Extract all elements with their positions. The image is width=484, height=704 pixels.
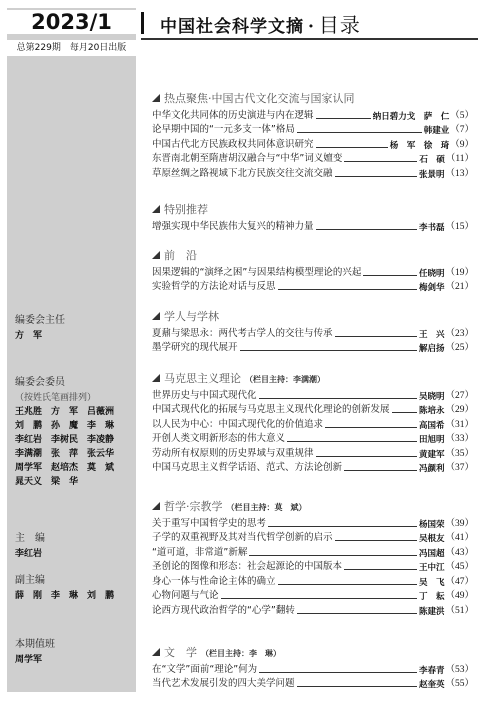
toc-entry[interactable] — [152, 402, 474, 417]
toc-entry[interactable] — [152, 218, 474, 233]
committee-member-row: 李红岩 李树民 李凌静 — [15, 434, 115, 444]
committee-note: （按姓氏笔画排列） — [15, 392, 97, 402]
section-heading — [152, 91, 474, 107]
article-page: （13） — [445, 168, 474, 179]
article-page: （31） — [445, 419, 474, 430]
article-title: 当代艺术发展引发的四大美学问题 — [152, 678, 295, 689]
article-page: （41） — [445, 533, 474, 543]
article-author: 陈培永 — [418, 405, 445, 415]
toc-entry[interactable] — [152, 165, 474, 180]
page-title — [160, 9, 361, 38]
leader-line — [344, 470, 417, 471]
article-author: 吴根友 — [418, 533, 445, 543]
article-title: 中华文化共同体的历史演进与内在逻辑 — [152, 109, 314, 121]
leader-line — [297, 132, 422, 133]
leader-line — [297, 686, 417, 687]
article-title: 因果逻辑的“演绎之困”与因果结构模型理论的兴起 — [152, 266, 362, 278]
section-title: 学人与学林 — [164, 310, 219, 323]
article-author: 杨国荣 — [418, 518, 445, 529]
section-philosophy-religion — [152, 499, 474, 617]
committee-member-row: 李满潮 张 萍 张云华 — [15, 448, 115, 458]
article-title: 圣创论的图像和形态：社会起源论的中国版本 — [152, 561, 343, 572]
toc-entry[interactable] — [152, 559, 474, 574]
article-author: 梅剑华 — [418, 282, 445, 292]
article-page: （25） — [445, 343, 474, 353]
leader-line — [240, 350, 417, 351]
toc-entry[interactable] — [152, 325, 474, 340]
toc-entry[interactable] — [152, 136, 474, 151]
issue-info: 总第229期 每月20日出版 — [7, 40, 136, 56]
leader-line — [316, 147, 388, 148]
article-author: 解启扬 — [418, 343, 445, 353]
section-heading — [152, 248, 474, 264]
article-author: 韩建业 — [423, 125, 450, 135]
toc-label: 目录 — [318, 13, 361, 37]
triangle-marker-icon — [152, 94, 160, 102]
section-title: 马克思主义理论 — [164, 372, 241, 385]
article-author: 杨 军 徐 琦 — [389, 139, 450, 150]
article-author: 冯国超 — [418, 547, 445, 558]
section-title: 热点聚焦·中国古代文化交流与国家认同 — [164, 92, 355, 105]
article-page: （21） — [445, 282, 474, 292]
article-page: （19） — [445, 267, 474, 278]
article-author: 李春青 — [418, 664, 445, 675]
article-title: 墨学研究的现代展开 — [152, 342, 238, 353]
article-page: （45） — [445, 562, 474, 572]
article-page: （5） — [450, 110, 474, 121]
article-page: （9） — [450, 139, 474, 150]
article-author: 张景明 — [418, 168, 445, 179]
leader-line — [392, 412, 417, 413]
article-title: 子学的双重视野及其对当代哲学创新的启示 — [152, 532, 333, 543]
article-page: （47） — [445, 576, 474, 587]
article-author: 赵奎英 — [418, 679, 445, 689]
magazine-name: 中国社会科学文摘 — [160, 17, 304, 37]
article-title: 中国古代北方民族政权共同体意识研究 — [152, 138, 314, 150]
article-page: （53） — [445, 664, 474, 675]
article-page: （33） — [445, 434, 474, 444]
triangle-marker-icon — [152, 312, 160, 320]
leader-line — [259, 398, 417, 399]
section-host: （栏目主持：莫 斌） — [226, 503, 307, 512]
section-title: 特别推荐 — [164, 203, 208, 216]
article-title: 以人民为中心：中国式现代化的价值追求 — [152, 418, 324, 430]
article-page: （49） — [445, 591, 474, 601]
leader-line — [335, 336, 417, 337]
article-author: 纳日碧力戈 萨 仁 — [372, 110, 450, 121]
leader-line — [278, 584, 417, 585]
article-page: （11） — [445, 154, 474, 164]
triangle-marker-icon — [152, 648, 160, 656]
leader-line — [221, 598, 417, 599]
toc-entry[interactable] — [152, 151, 474, 166]
masthead-sidebar — [7, 8, 136, 692]
chief-editor-block — [15, 532, 133, 560]
article-title: 心物问题与气论 — [152, 590, 219, 601]
article-title: 夏鼐与梁思永：两代考古学人的交往与传承 — [152, 327, 333, 339]
triangle-marker-icon — [152, 205, 160, 213]
leader-line — [316, 229, 417, 230]
article-author: 高国希 — [418, 419, 445, 430]
article-title: 劳动所有权原则的历史界域与双重规律 — [152, 447, 314, 459]
toc-entry[interactable] — [152, 573, 474, 588]
toc-entry[interactable] — [152, 107, 474, 122]
section-title: 前 沿 — [164, 249, 197, 262]
on-duty-title: 本期值班 — [15, 639, 55, 650]
article-page: （55） — [445, 679, 474, 689]
toc-entry[interactable] — [152, 588, 474, 603]
toc-entry[interactable] — [152, 544, 474, 559]
issue-year: 2023/1 — [7, 10, 136, 34]
chief-editor-name: 李红岩 — [15, 548, 43, 558]
section-title: 文 学 — [164, 646, 197, 659]
header-accent-bar — [141, 12, 144, 34]
committee-member-row: 刘 鹏 孙 魔 李 琳 — [15, 420, 115, 430]
section-hot-topics — [152, 91, 474, 180]
article-title: 草原丝绸之路视域下北方民族交往交流交融 — [152, 167, 333, 179]
toc-entry[interactable] — [152, 515, 474, 530]
leader-line — [335, 176, 417, 177]
section-marxism — [152, 371, 474, 474]
leader-line — [249, 555, 417, 556]
leader-line — [325, 427, 417, 428]
article-page: （43） — [445, 547, 474, 558]
toc-entry[interactable] — [152, 661, 474, 676]
toc-entry[interactable] — [152, 445, 474, 460]
editor-in-chief-block — [15, 314, 133, 342]
article-author: 任晓明 — [418, 267, 445, 278]
article-page: （51） — [445, 605, 474, 616]
toc-entry[interactable] — [152, 340, 474, 355]
toc-entry[interactable] — [152, 264, 474, 279]
article-title: “道可道，非常道”新解 — [152, 546, 248, 558]
article-title: 关于重写中国哲学史的思考 — [152, 517, 267, 529]
leader-line — [287, 441, 417, 442]
article-page: （39） — [445, 518, 474, 529]
article-page: （15） — [445, 221, 474, 232]
deputy-editor-title: 副主编 — [15, 575, 45, 586]
toc-entry[interactable] — [152, 122, 474, 137]
header-rule — [141, 38, 478, 40]
article-author: 黄建军 — [418, 448, 445, 459]
deputy-editor-names: 薛 刚 李 琳 刘 鹏 — [15, 590, 115, 600]
on-duty-name: 周学军 — [15, 654, 43, 664]
section-frontier — [152, 248, 474, 293]
article-page: （23） — [445, 328, 474, 339]
leader-line — [344, 569, 417, 570]
article-author: 吴 飞 — [418, 576, 445, 587]
article-author: 王 兴 — [418, 328, 445, 339]
section-heading — [152, 309, 474, 325]
article-page: （37） — [445, 463, 474, 473]
article-title: 实验哲学的方法论对话与反思 — [152, 281, 276, 292]
article-title: 开创人类文明新形态的伟大意义 — [152, 433, 286, 444]
section-host: （栏目主持：李满潮） — [245, 375, 325, 384]
article-page: （29） — [445, 405, 474, 415]
article-author: 吴晓明 — [418, 390, 445, 401]
toc-entry[interactable] — [152, 602, 474, 617]
leader-line — [316, 456, 417, 457]
article-title: 论早期中国的“一元多支一体”格局 — [152, 124, 295, 135]
leader-line — [268, 526, 417, 527]
toc-entry[interactable] — [152, 676, 474, 691]
leader-line — [278, 289, 417, 290]
leader-line — [344, 161, 417, 162]
article-page: （7） — [450, 125, 474, 135]
article-author: 丁 耘 — [418, 591, 445, 601]
toc-entry[interactable] — [152, 460, 474, 475]
section-host: （栏目主持：李 琳） — [201, 649, 281, 658]
article-title: 东晋南北朝至隋唐胡汉融合与“中华”词义嬗变 — [152, 153, 343, 164]
triangle-marker-icon — [152, 502, 160, 510]
article-page: （35） — [445, 448, 474, 459]
section-literature — [152, 645, 474, 690]
article-title: 增强实现中华民族伟大复兴的精神力量 — [152, 220, 314, 232]
committee-title: 编委会委员 — [15, 377, 65, 388]
toc-entry[interactable] — [152, 387, 474, 402]
article-title: 在“文学”面前“理论”何为 — [152, 663, 258, 675]
title-separator: · — [308, 17, 315, 37]
section-heading — [152, 499, 474, 515]
chief-editor-title: 主 编 — [15, 533, 45, 544]
article-title: 世界历史与中国式现代化 — [152, 389, 257, 401]
section-heading — [152, 371, 474, 387]
leader-line — [335, 540, 417, 541]
article-title: 中国式现代化的拓展与马克思主义现代化理论的创新发展 — [152, 404, 390, 415]
leader-line — [297, 613, 417, 614]
committee-block — [15, 376, 133, 488]
section-scholars — [152, 309, 474, 354]
leader-line — [363, 275, 417, 276]
article-author: 冯颜利 — [418, 463, 445, 473]
deputy-editor-block — [15, 574, 133, 602]
article-author: 王中江 — [418, 562, 445, 572]
section-heading — [152, 645, 474, 661]
article-author: 李书磊 — [418, 221, 445, 232]
committee-member-row: 周学军 赵培杰 莫 斌 — [15, 462, 115, 472]
editor-in-chief-name: 方 军 — [15, 330, 43, 340]
toc-entry[interactable] — [152, 530, 474, 545]
section-special-recommendation — [152, 202, 474, 233]
committee-member-row: 晁天义 梁 华 — [15, 476, 79, 486]
leader-line — [259, 672, 417, 673]
committee-member-row: 王兆胜 方 军 吕薇洲 — [15, 406, 115, 416]
article-title: 身心一体与性命论主体的确立 — [152, 575, 276, 587]
toc-entry[interactable] — [152, 279, 474, 294]
article-page: （27） — [445, 390, 474, 401]
article-author: 石 硕 — [419, 154, 445, 164]
section-heading — [152, 202, 474, 218]
article-title: 论西方现代政治哲学的“心学”翻转 — [152, 604, 295, 616]
on-duty-block — [15, 638, 133, 666]
article-title: 中国马克思主义哲学话语、范式、方法论创新 — [152, 462, 343, 473]
triangle-marker-icon — [152, 251, 160, 259]
section-title: 哲学·宗教学 — [164, 500, 223, 513]
editor-in-chief-title: 编委会主任 — [15, 315, 65, 326]
article-author: 陈建洪 — [418, 605, 445, 616]
triangle-marker-icon — [152, 374, 160, 382]
leader-line — [316, 118, 371, 119]
article-author: 田旭明 — [418, 434, 445, 444]
toc-entry[interactable] — [152, 431, 474, 446]
toc-entry[interactable] — [152, 416, 474, 431]
